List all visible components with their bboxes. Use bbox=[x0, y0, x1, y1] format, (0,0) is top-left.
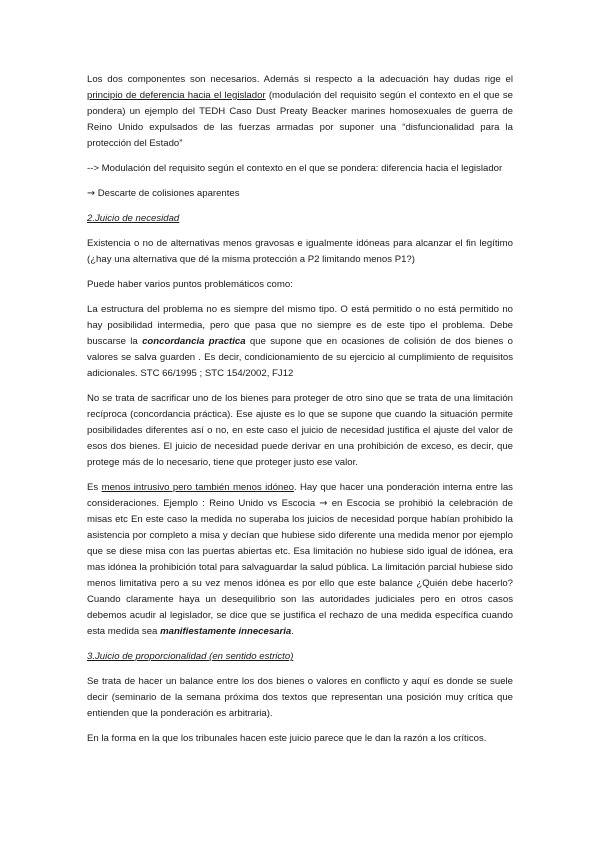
deferencia-term: principio de deferencia hacia el legislador bbox=[87, 90, 266, 101]
document-body bbox=[87, 72, 513, 756]
section-heading-proporcionalidad: 3.Juicio de proporcionalidad (en sentido estricto) bbox=[87, 651, 294, 662]
paragraph-text: en Escocia se prohibió la celebración de misas etc En este caso la medida no superaba los juicios de necesidad porque habían prohibido la asistencia por completo a misa y decían que hubiese sido diferente una medida menor por ejemplo que se diese misa con las puertas abiertas etc. Esa limitación no hubiese sido igual de idónea, era mas idónea la prohibición total para salvaguardar la salud pública. La limitación parcial hubiese sido menos limitativa pero a su vez menos idónea es por ello que este balance ¿Quién debe hacerlo? Cuando claramente haya un desequilibrio son las autoridades judiciales pero en otros casos debemos acudir al legislador, se dice que se justifica el rechazo de una medida específica cuando esta medida sea bbox=[87, 498, 513, 637]
intrusivo-term: menos intrusivo pero también menos idóneo bbox=[101, 482, 294, 493]
paragraph-descarte bbox=[87, 186, 513, 202]
innecesaria-term: manifiestamente innecesaria bbox=[160, 626, 292, 637]
paragraph-text: (modulación del requisito según el contexto en el que se pondera) un ejemplo del TEDH Caso Dust Preaty Beacker marines homosexuales de guerra de Reino Unido expulsados de las fuerzas armadas por suponer una “disfuncionalidad para la protección del Estado” bbox=[87, 90, 513, 149]
paragraph-puntos: Puede haber varios puntos problemáticos como: bbox=[87, 279, 293, 290]
paragraph-intrusivo bbox=[87, 480, 513, 640]
paragraph-text: La estructura del problema no es siempre del mismo tipo. O está permitido o no está permitido no hay posibilidad intermedia, pero que pasa que no siempre es de este tipo el problema. Debe buscarse la bbox=[87, 304, 513, 347]
paragraph-sacrificar: No se trata de sacrificar uno de los bienes para proteger de otro sino que se trata de una limitación recíproca (concordancia práctica). Ese ajuste es lo que se supone que cuando la situación permite posibilidades diferentes así o no, en este caso el juicio de necesidad justifica el ajuste del valor de esos dos bienes. El juicio de necesidad puede derivar en una prohibición de exceso, es decir, que protege más de lo necesario, tiene que proteger justo ese valor. bbox=[87, 393, 513, 468]
paragraph-text: Es bbox=[87, 482, 102, 493]
paragraph-tribunales: En la forma en la que los tribunales hacen este juicio parece que le dan la razón a los críticos. bbox=[87, 733, 487, 744]
paragraph-text: Los dos componentes son necesarios. Además si respecto a la adecuación hay dudas rige el bbox=[87, 74, 513, 85]
paragraph-estructura bbox=[87, 302, 513, 382]
paragraph-text: que supone que en ocasiones de colisión de dos bienes o valores se salva guarden . Es decir, condicionamiento de su ejercicio al cumplimiento de requisitos adicionales. STC 66/1995 ; STC 154/2002, FJ12 bbox=[87, 336, 513, 379]
paragraph-existencia: Existencia o no de alternativas menos gravosas e igualmente idóneas para alcanzar el fin legítimo (¿hay una alternativa que dé la misma protección a P2 limitando menos P1?) bbox=[87, 238, 513, 265]
paragraph-balance: Se trata de hacer un balance entre los dos bienes o valores en conflicto y aquí es donde se suele decir (seminario de la semana próxima dos textos que representan una posición muy crítica que entienden que la ponderación es arbitraria). bbox=[87, 676, 513, 719]
paragraph-adecuacion bbox=[87, 72, 513, 152]
paragraph-modulacion: --> Modulación del requisito según el contexto en el que se pondera: diferencia hacia el legislador bbox=[87, 163, 503, 174]
paragraph-text: . bbox=[291, 626, 294, 637]
right-arrow-icon: → bbox=[87, 188, 96, 199]
paragraph-text: . Hay que hacer una ponderación interna entre las consideraciones. Ejemplo : Reino Unido vs Escocia bbox=[87, 482, 513, 509]
paragraph-text: Descarte de colisiones aparentes bbox=[95, 188, 240, 199]
right-arrow-icon: → bbox=[319, 498, 328, 509]
section-heading-necesidad: 2.Juicio de necesidad bbox=[87, 213, 180, 224]
concordancia-term: concordancia practica bbox=[142, 336, 246, 347]
